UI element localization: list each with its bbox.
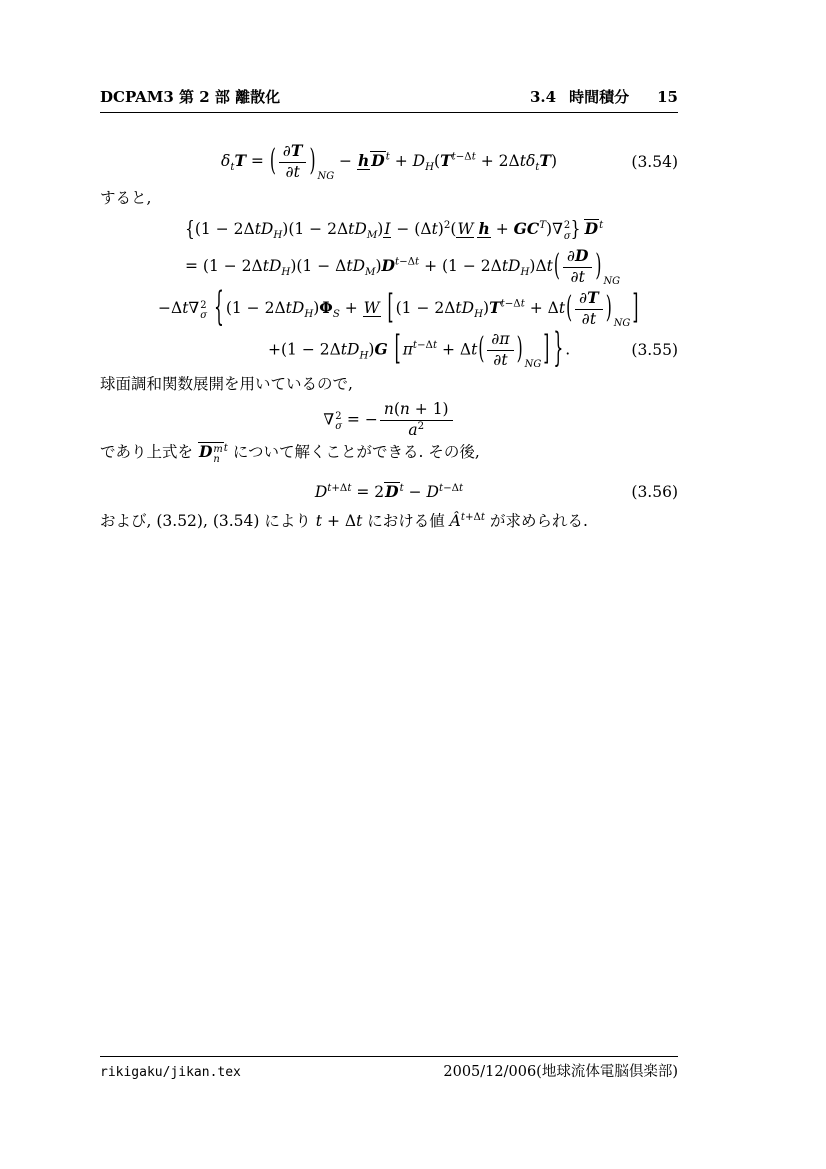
equation-3-55-line2-body: = $(1 - 2\Delta tD_H)(1 - \Delta tD_M)D^{t-\Delta t} + (1 - 2\Delta tD_H)\Delta t$( $\frac{\partial D}{\partial t}$ ) $_{NG}$ xyxy=(185,246,621,287)
equation-3-55-line1-body: {$(1 - 2\Delta tD_H)(1 - 2\Delta tD_M)I - (\Delta t)^2(W$ $h + GC^T)\nabla$ 2 σ } $D^t$ xyxy=(185,216,604,242)
paragraph-spherical-harmonics: 球面調和関数展開を用いているので, xyxy=(100,375,353,393)
equation-3-55 xyxy=(100,214,678,370)
header-document-title: DCPAM3 第 2 部 離散化 xyxy=(100,88,281,106)
equation-3-56 xyxy=(100,478,678,506)
header-section-info xyxy=(530,88,678,106)
footer-credit: 2005/12/006(地球流体電脳倶楽部) xyxy=(443,1064,678,1080)
page-footer xyxy=(100,1056,678,1082)
equation-3-55-line3-body: −Δt∇ 2 σ { $(1 - 2\Delta tD_H)\Phi_S + W$ [ $(1 - 2\Delta tD_H)T^{t-\Delta t} + \Delta t$( $\frac{\partial T}{\partial t}$ ) $_{NG}$ ] xyxy=(158,284,639,331)
equation-3-55-number: (3.55) xyxy=(631,340,678,359)
paragraph-then: すると, xyxy=(100,189,152,207)
header-section-number: 3.4 xyxy=(530,88,557,106)
equation-3-56-body: $D^{t+\Delta t} = 2D^t - D^{t-\Delta t}$ xyxy=(314,481,464,501)
equation-laplacian-body: ∇ 2 σ = − $\frac{n(n + 1)}{a^2}$ xyxy=(323,401,454,440)
equation-3-56-number: (3.56) xyxy=(631,482,678,501)
equation-3-54-number: (3.54) xyxy=(631,152,678,171)
equation-laplacian xyxy=(100,398,678,442)
equation-3-55-line4-body: +(1 − 2ΔtD$_H$)G [ $\pi^{t-\Delta t} + \Delta t$( $\frac{\partial\pi}{\partial t}$ ) $_{NG}$ ] } . xyxy=(268,325,571,372)
equation-3-55-line2 xyxy=(185,246,678,288)
equation-3-55-line3 xyxy=(158,284,678,331)
equation-3-55-line1 xyxy=(185,214,678,246)
equation-3-54-body: $\delta_tT$ = ( $\frac{\partial T}{\partial t}$ ) $_{NG}$ − h $D^t + D_H(T^{t-\Delta t} + 2\Delta t\delta_tT)$ xyxy=(221,141,557,182)
header-page-number: 15 xyxy=(657,88,678,106)
header-section-title: 時間積分 xyxy=(569,88,630,106)
equation-3-55-line4 xyxy=(268,325,678,372)
paragraph-conclusion: および, (3.52), (3.54) により t + Δt における値 $Â^{t+\Delta t}$ が求められる. xyxy=(100,511,588,530)
footer-source-file: rikigaku/jikan.tex xyxy=(100,1065,241,1080)
equation-3-54 xyxy=(100,136,678,188)
page-header xyxy=(100,88,678,113)
paragraph-solve-for-d: であり上式を D m n $^t$ について解くことができる. その後, xyxy=(100,442,480,465)
